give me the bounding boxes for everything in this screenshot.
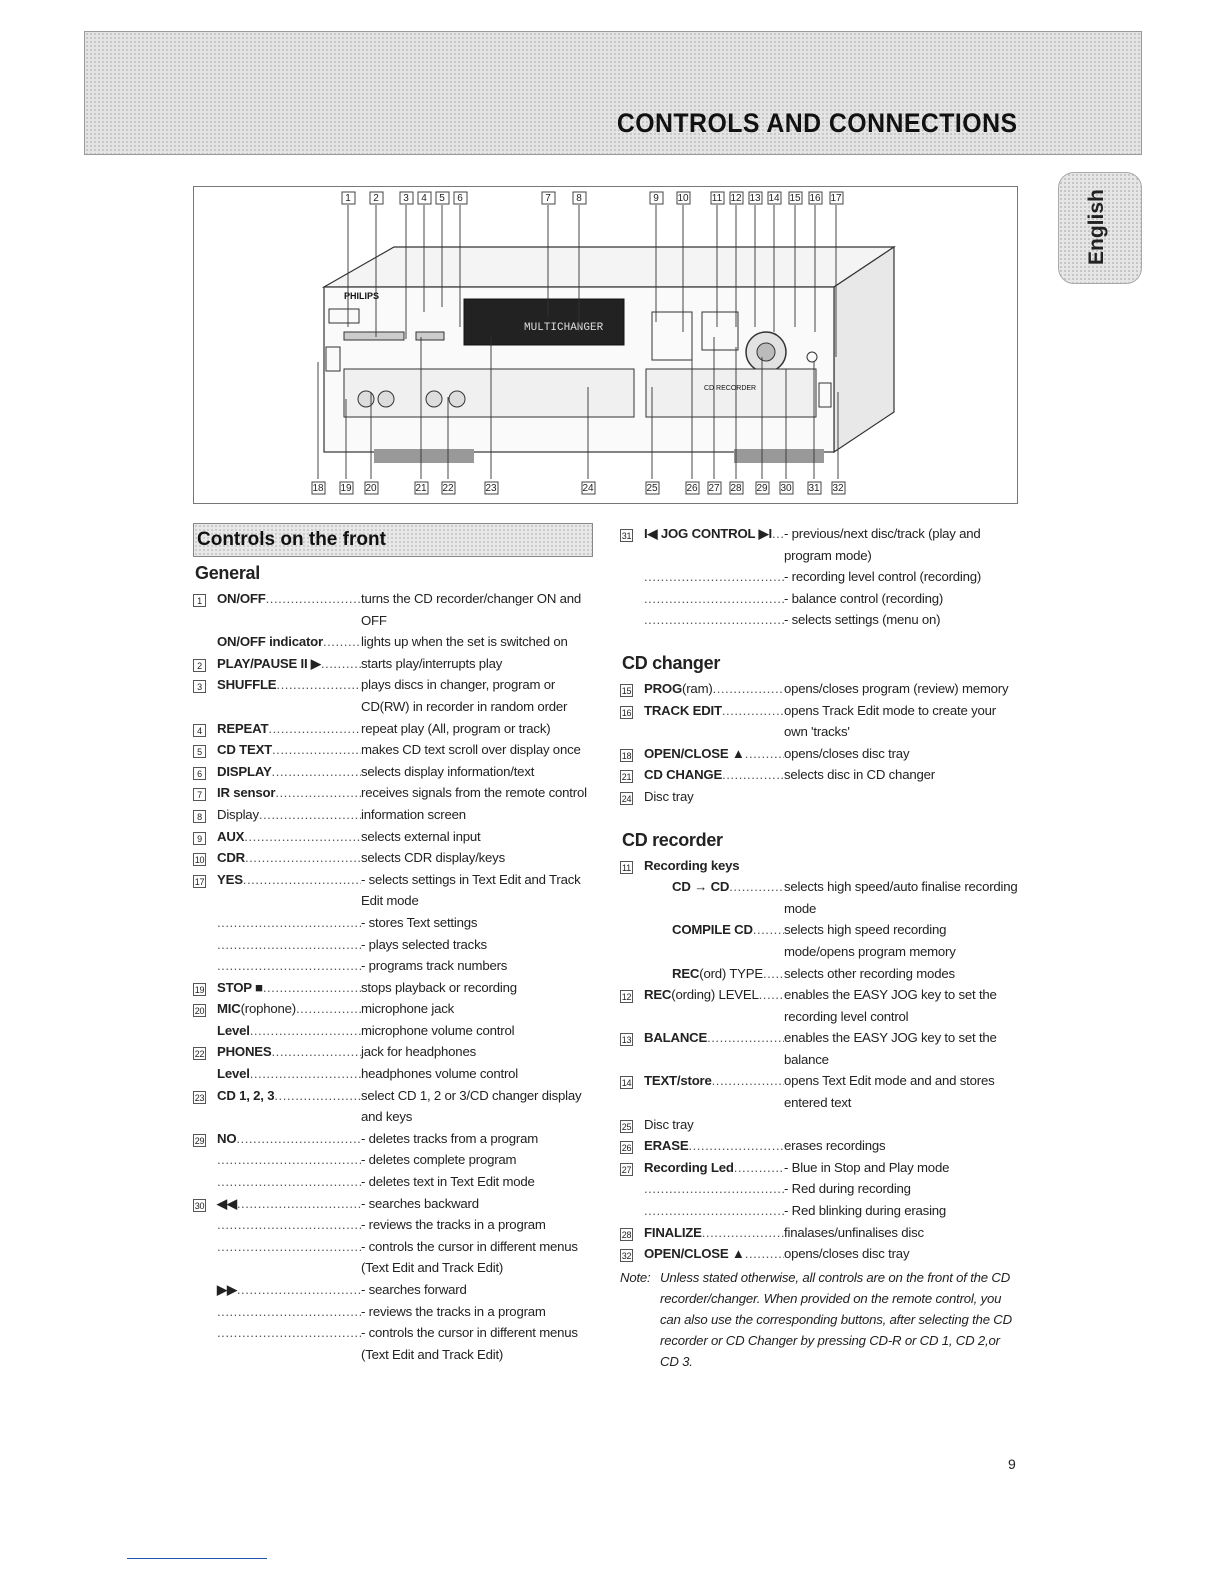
callout-number: 14: [768, 193, 780, 204]
shuffle-key: [416, 332, 444, 340]
item-number: 29: [194, 1135, 205, 1146]
item-number: 3: [193, 680, 206, 693]
item-number: 6: [193, 767, 206, 780]
note-text: Unless stated otherwise, all controls are on the front of the CD recorder/changer. When provided on the remote control, you can also use the corresponding buttons, after selecting the CD recorder or CD Changer by pressing CD-R or CD 1, CD 2,or CD 3.: [660, 1269, 1012, 1369]
item-number: 12: [621, 992, 632, 1003]
item-number: 22: [194, 1049, 205, 1060]
list-item: [193, 1149, 593, 1171]
list-item: [193, 1128, 593, 1150]
item-description: - controls the cursor in different menus (Text Edit and Track Edit): [361, 1325, 578, 1362]
item-label: PLAY/PAUSE II ▶: [217, 655, 321, 671]
list-item: [193, 912, 593, 934]
list-item: [193, 826, 593, 848]
list-item: [620, 609, 1020, 631]
section-banner: [193, 523, 593, 557]
item-label: IR sensor: [217, 785, 276, 801]
list-item: [620, 876, 1020, 919]
callout-number: 29: [756, 483, 768, 494]
general-list: [193, 588, 593, 1365]
item-description: - Red during recording: [784, 1181, 911, 1197]
item-description: information screen: [361, 806, 466, 822]
item-label: Level: [217, 1066, 250, 1082]
item-description: microphone jack: [361, 1001, 455, 1017]
list-item: [193, 804, 593, 826]
item-number: 24: [621, 793, 632, 804]
list-item: [193, 739, 593, 761]
item-description: jack for headphones: [361, 1044, 476, 1060]
item-number: 26: [621, 1143, 632, 1154]
item-description: opens/closes disc tray: [784, 745, 910, 761]
item-label: TEXT/store: [644, 1073, 712, 1089]
list-item: [193, 782, 593, 804]
item-number: 2: [193, 659, 206, 672]
list-item: [620, 984, 1020, 1027]
item-label: SHUFFLE: [217, 677, 277, 693]
callout-number: 3: [403, 193, 409, 204]
callout-number: 24: [582, 483, 594, 494]
item-description: - recording level control (recording): [784, 569, 982, 585]
item-label: ON/OFF: [217, 591, 266, 606]
list-item: [193, 869, 593, 912]
language-tab: [1058, 172, 1142, 284]
item-description: - previous/next disc/track (play and program mode): [784, 526, 981, 563]
item-label: CDR: [217, 850, 245, 866]
callout-number: 32: [832, 483, 844, 494]
list-item: [193, 1236, 593, 1279]
display-text: MULTICHANGER: [524, 322, 604, 334]
item-label-extra: Disc tray: [644, 1116, 694, 1132]
list-item: [193, 998, 593, 1020]
jog-center: [757, 343, 775, 361]
item-label: FINALIZE: [644, 1224, 702, 1240]
list-item: [620, 678, 1020, 700]
list-item: [620, 1222, 1020, 1244]
callout-number: 16: [809, 193, 821, 204]
item-description: enables the EASY JOG key to set the balance: [784, 1030, 997, 1067]
list-item: [193, 653, 593, 675]
item-number: 23: [194, 1092, 205, 1103]
item-description: selects external input: [361, 828, 481, 844]
item-description: - selects settings (menu on): [784, 612, 941, 628]
list-item: [193, 674, 593, 717]
list-item: [193, 631, 593, 653]
right-column: [620, 523, 1020, 1372]
list-item: [620, 700, 1020, 743]
item-label: OPEN/CLOSE ▲: [644, 745, 745, 761]
list-item: [620, 1027, 1020, 1070]
list-item: [193, 1279, 593, 1301]
list-item: [620, 743, 1020, 765]
callout-number: 30: [780, 483, 792, 494]
item-description: turns the CD recorder/changer ON and OFF: [361, 591, 582, 628]
callout-number: 26: [686, 483, 698, 494]
item-number: 4: [193, 724, 206, 737]
item-label: DISPLAY: [217, 763, 272, 779]
item-description: selects display information/text: [361, 763, 535, 779]
list-item: [193, 1214, 593, 1236]
callout-number: 1: [345, 193, 351, 204]
item-description: - controls the cursor in different menus (Text Edit and Track Edit): [361, 1238, 578, 1276]
item-label: ◀◀: [217, 1195, 237, 1211]
device-foot: [374, 449, 474, 463]
item-description: - Red blinking during erasing: [784, 1203, 947, 1219]
list-item: [193, 847, 593, 869]
item-label: PHONES: [217, 1044, 272, 1060]
jog-list: [620, 523, 1020, 631]
item-number: 17: [194, 876, 205, 887]
recorder-label: CD RECORDER: [704, 385, 757, 392]
list-item: [620, 1070, 1020, 1113]
callout-number: 27: [708, 483, 720, 494]
list-item: [193, 934, 593, 956]
list-item: [193, 588, 593, 631]
item-description: - searches backward: [361, 1195, 479, 1211]
list-item: [193, 1085, 593, 1128]
recorder-tray: [646, 369, 816, 417]
item-label: COMPILE CD: [672, 922, 753, 938]
item-label: REC: [672, 965, 700, 981]
item-number: 5: [193, 745, 206, 758]
callout-number: 21: [415, 483, 427, 494]
item-description: - reviews the tracks in a program: [361, 1303, 546, 1319]
callout-number: 22: [442, 483, 454, 494]
list-item: [193, 718, 593, 740]
item-description: stops playback or recording: [361, 979, 517, 995]
item-label-extra: (ram): [682, 680, 713, 696]
item-label-extra: (ording) LEVEL: [671, 987, 759, 1003]
callout-number: 10: [677, 193, 689, 204]
item-number: 11: [620, 861, 633, 874]
callout-number: 17: [830, 193, 842, 204]
item-description: opens Track Edit mode to create your own 'tracks': [784, 702, 996, 740]
item-description: opens/closes disc tray: [784, 1246, 910, 1262]
item-description: plays discs in changer, program or CD(RW) in recorder in random order: [361, 677, 568, 714]
language-label: English: [1085, 189, 1108, 265]
item-number: 13: [621, 1035, 632, 1046]
changer-heading: CD changer: [622, 652, 721, 673]
item-description: erases recordings: [784, 1138, 886, 1154]
item-number: 20: [194, 1006, 205, 1017]
mic-jack: [358, 391, 374, 407]
item-label: CD → CD: [672, 879, 730, 895]
item-label-extra: (rophone): [240, 1001, 296, 1017]
item-label: PROG: [644, 680, 683, 696]
device-illustration: [193, 186, 1018, 504]
callout-number: 12: [730, 193, 742, 204]
item-description: select CD 1, 2 or 3/CD changer display and keys: [361, 1087, 582, 1125]
item-label: NO: [217, 1130, 237, 1146]
item-label: ERASE: [644, 1138, 689, 1154]
item-number: 8: [193, 810, 206, 823]
list-item: [620, 1135, 1020, 1157]
item-description: selects high speed/auto finalise recording mode: [784, 879, 1018, 916]
item-description: finalases/unfinalises disc: [784, 1224, 924, 1240]
item-label-extra: Disc tray: [644, 788, 694, 804]
callout-number: 28: [730, 483, 742, 494]
list-item: [193, 1063, 593, 1085]
list-item: [193, 761, 593, 783]
item-number: 21: [621, 772, 632, 783]
item-description: selects disc in CD changer: [784, 767, 935, 783]
list-item: [620, 588, 1020, 610]
callout-number: 8: [576, 193, 582, 204]
callout-number: 31: [808, 483, 820, 494]
item-label: MIC: [217, 1001, 241, 1017]
list-item: [620, 566, 1020, 588]
item-description: - Blue in Stop and Play mode: [784, 1159, 950, 1175]
item-label: REPEAT: [217, 720, 269, 736]
callout-number: 6: [457, 193, 463, 204]
header-banner: [84, 31, 1142, 155]
item-label: CD 1, 2, 3: [217, 1087, 275, 1103]
list-item: [620, 764, 1020, 786]
callout-number: 15: [789, 193, 801, 204]
item-description: - deletes tracks from a program: [361, 1130, 539, 1146]
item-label: TRACK EDIT: [644, 702, 722, 718]
item-number: 16: [621, 707, 632, 718]
item-label: STOP ■: [217, 979, 263, 995]
item-label: CD TEXT: [217, 742, 273, 758]
item-label-extra: Display: [217, 806, 259, 822]
callout-number: 5: [439, 193, 445, 204]
page-title: CONTROLS AND CONNECTIONS: [616, 108, 1017, 138]
left-column: [193, 523, 593, 1365]
item-description: starts play/interrupts play: [361, 655, 503, 671]
device-top: [324, 247, 894, 287]
list-item: [193, 1171, 593, 1193]
item-label: ON/OFF indicator: [217, 634, 323, 650]
list-item: [620, 963, 1020, 985]
note-label: Note:: [620, 1269, 651, 1285]
callout-number: 11: [711, 193, 723, 204]
item-description: - programs track numbers: [361, 958, 508, 974]
item-label: AUX: [217, 828, 245, 844]
item-label: OPEN/CLOSE ▲: [644, 1246, 745, 1262]
changer-list: [620, 678, 1020, 808]
item-number: 32: [621, 1251, 632, 1262]
list-item: [193, 1041, 593, 1063]
item-number: 9: [193, 832, 206, 845]
item-number: 1: [193, 594, 206, 607]
item-description: opens Text Edit mode and and stores entered text: [784, 1073, 995, 1111]
list-item: [620, 855, 1020, 877]
item-description: lights up when the set is switched on: [361, 634, 568, 650]
item-label: YES: [217, 871, 243, 887]
item-label: REC: [644, 987, 672, 1003]
list-item: [620, 1200, 1020, 1222]
callout-number: 20: [365, 483, 377, 494]
callout-number: 19: [340, 483, 352, 494]
list-item: [193, 1193, 593, 1215]
item-description: makes CD text scroll over display once: [361, 742, 581, 758]
item-description: - deletes text in Text Edit mode: [361, 1174, 535, 1190]
callout-number: 23: [485, 483, 497, 494]
device-drawing: [194, 187, 1017, 503]
item-number: 14: [621, 1078, 632, 1089]
general-heading: General: [195, 563, 260, 583]
item-number: 25: [621, 1121, 632, 1132]
recorder-list: [620, 855, 1020, 1265]
item-description: - searches forward: [361, 1282, 467, 1297]
item-label-extra: (ord) TYPE: [699, 965, 763, 981]
list-item: [620, 1243, 1020, 1265]
item-description: repeat play (All, program or track): [361, 720, 551, 736]
item-number: 7: [193, 788, 206, 801]
item-description: - plays selected tracks: [361, 936, 487, 952]
callout-number: 9: [653, 193, 659, 204]
item-description: microphone volume control: [361, 1022, 515, 1038]
item-description: - stores Text settings: [361, 914, 478, 930]
list-item: [193, 1020, 593, 1042]
item-label: I◀ JOG CONTROL ▶I: [644, 526, 773, 541]
note: [620, 1267, 1020, 1372]
mic-level-knob: [378, 391, 394, 407]
item-description: - deletes complete program: [361, 1152, 517, 1168]
play-pause-key: [344, 332, 404, 340]
section-title: Controls on the front: [197, 529, 386, 550]
item-number: 15: [621, 685, 632, 696]
item-description: receives signals from the remote control: [361, 785, 587, 801]
item-number: 18: [621, 750, 632, 761]
device-foot: [734, 449, 824, 463]
callout-number: 18: [312, 483, 324, 494]
list-item: [620, 1178, 1020, 1200]
item-number: 31: [621, 531, 632, 541]
item-number: 10: [194, 855, 205, 866]
list-item: [193, 1301, 593, 1323]
list-item: [620, 1157, 1020, 1179]
list-item: [193, 955, 593, 977]
item-description: headphones volume control: [361, 1066, 519, 1082]
phones-level-knob: [449, 391, 465, 407]
item-description: selects other recording modes: [784, 965, 955, 981]
item-number: 30: [194, 1200, 205, 1211]
item-number: 27: [621, 1164, 632, 1175]
list-item: [620, 523, 1020, 566]
item-label: ▶▶: [217, 1282, 237, 1297]
item-label: CD CHANGE: [644, 767, 723, 783]
list-item: [193, 1322, 593, 1365]
item-number: 19: [194, 984, 205, 995]
page-number: 9: [1008, 1456, 1016, 1472]
item-description: selects CDR display/keys: [361, 850, 505, 866]
callout-number: 2: [373, 193, 379, 204]
item-number: 28: [621, 1229, 632, 1240]
brand-logo: PHILIPS: [344, 291, 380, 301]
item-description: - reviews the tracks in a program: [361, 1217, 546, 1233]
item-label: Level: [217, 1022, 250, 1038]
phones-jack: [426, 391, 442, 407]
list-item: [620, 919, 1020, 962]
recorder-heading: CD recorder: [622, 829, 723, 850]
item-label: Recording keys: [644, 857, 740, 873]
footer-rule: [127, 1558, 267, 1559]
callout-number: 13: [749, 193, 761, 204]
callout-number: 25: [646, 483, 658, 494]
item-description: - selects settings in Text Edit and Track Edit mode: [361, 871, 581, 909]
item-label: Recording Led: [644, 1159, 734, 1175]
list-item: [620, 1114, 1020, 1136]
list-item: [193, 977, 593, 999]
item-label: BALANCE: [644, 1030, 708, 1046]
item-description: selects high speed recording mode/opens program memory: [784, 922, 956, 959]
item-description: opens/closes program (review) memory: [784, 680, 1009, 696]
callout-number: 4: [421, 193, 427, 204]
list-item: [620, 786, 1020, 808]
callout-number: 7: [545, 193, 551, 204]
item-description: - balance control (recording): [784, 590, 944, 606]
item-description: enables the EASY JOG key to set the recording level control: [784, 987, 997, 1024]
